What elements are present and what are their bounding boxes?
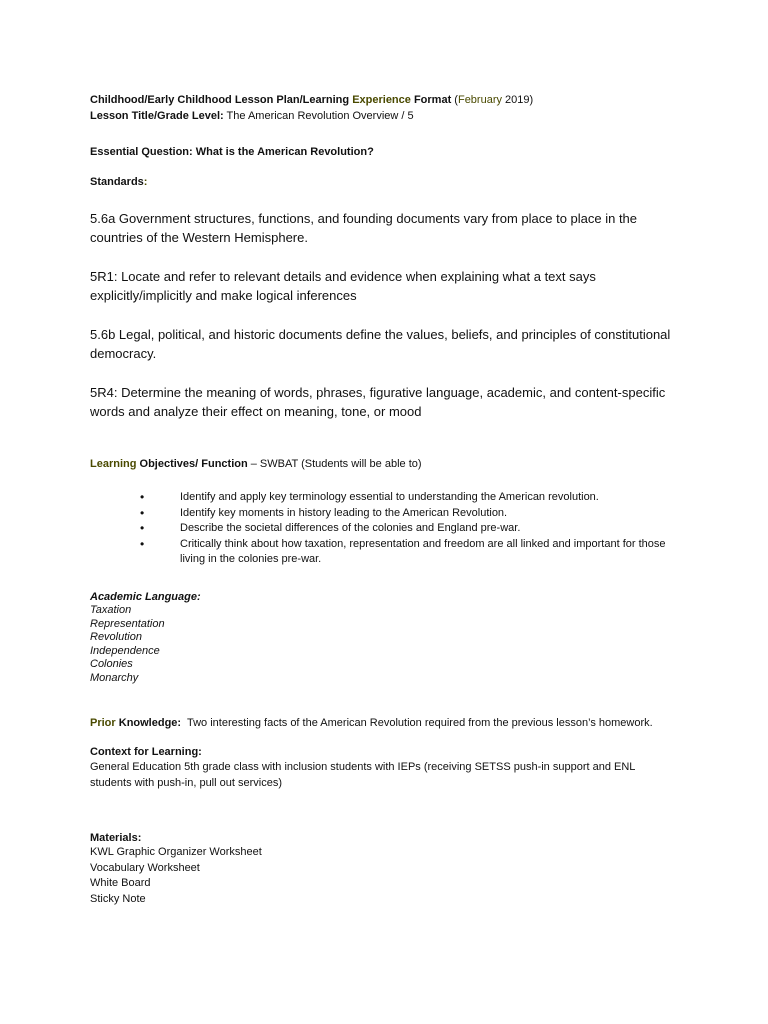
material-item: Vocabulary Worksheet [90,861,200,874]
standard-item: 5R4: Determine the meaning of words, phrases, figurative language, academic, and content-specific words and analyze their effect on meaning, tone, or mood [90,385,666,419]
standards-colon: : [143,176,148,188]
essential-question: Essential Question: What is the American Revolution? [90,146,374,158]
format-title-month: February [457,94,502,106]
objective-text: Describe the societal differences of the colonies and England pre-war. [180,522,521,534]
academic-language-label: Academic Language: [90,591,201,603]
standards-label: Standards [90,176,144,188]
material-item: White Board [90,877,151,889]
format-title-year: 2019) [502,94,534,106]
objective-item [140,521,680,537]
bullet-icon: • [140,521,145,535]
format-title-format: Format [410,94,452,106]
objectives-heading [90,456,422,472]
standard-item: 5R1: Locate and refer to relevant details and evidence when explaining what a text says explicitly/implicitly and make logical inferences [90,269,596,303]
prior-knowledge-label-prior: Prior [90,717,116,729]
standards-heading [90,174,147,190]
context-label: Context for Learning: [90,746,202,758]
objectives-suffix: – SWBAT (Students will be able to) [247,458,422,470]
objective-text: Critically think about how taxation, representation and freedom are all linked and important for those living in the colonies pre-war. [180,537,666,565]
lesson-title-value: The American Revolution Overview / 5 [223,110,414,122]
prior-knowledge [90,715,653,731]
material-item: Sticky Note [90,892,146,905]
vocab-term: Monarchy [90,671,139,684]
academic-language-list [90,604,165,685]
vocab-term: Revolution [90,631,142,643]
bullet-icon: • [140,536,145,551]
vocab-term: Taxation [90,604,132,616]
bullet-icon: • [140,490,145,504]
standard-item: 5.6a Government structures, functions, and founding documents vary from place to place in the countries of the Western Hemisphere. [90,211,638,245]
objectives-label-learning: Learning [90,458,137,470]
prior-knowledge-label-rest: Knowledge: [115,717,182,729]
vocab-term: Representation [90,617,165,630]
objectives-label-rest: Objectives/ Function [136,458,248,470]
vocab-term: Independence [90,644,160,657]
format-title-paren: ( [451,94,458,106]
format-title-experience: Experience [352,94,411,106]
format-title-part1: Childhood/Early Childhood Lesson Plan/Learning [90,94,353,106]
vocab-term: Colonies [90,658,133,670]
objective-item [140,505,680,522]
objective-item [140,490,680,506]
material-item: KWL Graphic Organizer Worksheet [90,846,262,858]
context-text: General Education 5th grade class with inclusion students with IEPs (receiving SETSS push-in support and ENL students with push-in, pull out services) [90,761,635,789]
objective-text: Identify and apply key terminology essential to understanding the American revolution. [180,491,599,503]
prior-knowledge-text: Two interesting facts of the American Revolution required from the previous lesson’s homework. [181,717,653,729]
materials-list [90,845,262,907]
objectives-list [140,490,680,568]
objective-text: Identify key moments in history leading to the American Revolution. [180,506,508,519]
standard-item: 5.6b Legal, political, and historic documents define the values, beliefs, and principles of constitutional democracy. [90,327,671,361]
bullet-icon: • [140,505,145,520]
lesson-title-line [90,108,414,124]
lesson-title-label: Lesson Title/Grade Level: [90,110,224,122]
materials-label: Materials: [90,832,142,844]
objective-item [140,536,680,568]
format-title [90,92,533,108]
